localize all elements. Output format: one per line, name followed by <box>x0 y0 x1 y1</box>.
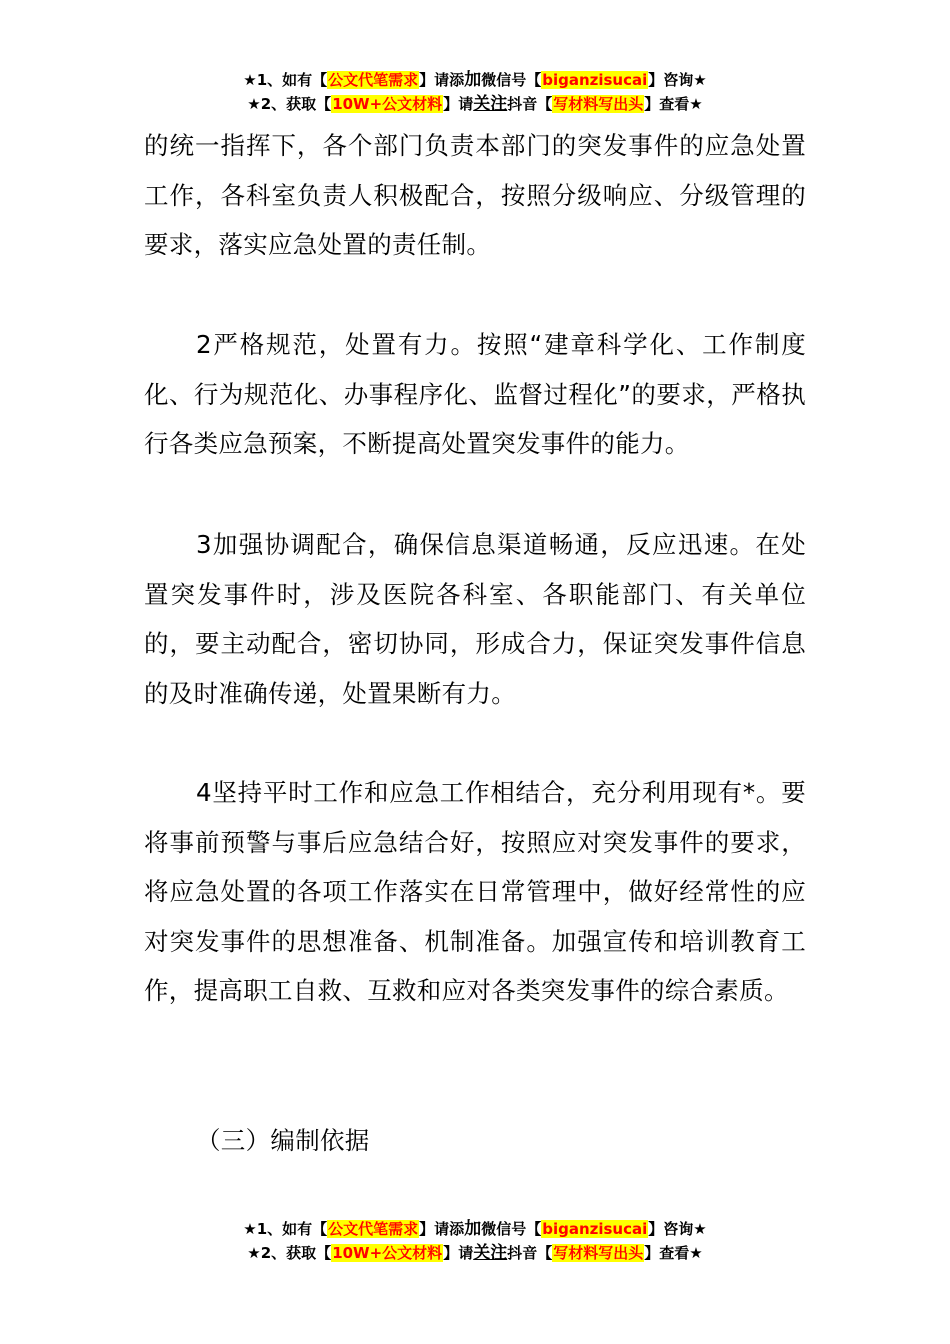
banner-line2-highlight-douyin: 写材料写出头 <box>553 1244 644 1262</box>
paragraph-text: 4坚持平时工作和应急工作相结合，充分利用现有*。要将事前预警与事后应急结合好，按照应对突发事件的要求，将应急处置的各项工作落实在日常管理中，做好经常性的应对突发事件的思想准备、机制准备。加强宣传和培训教育工作，提高职工自救、互救和应对各类突发事件的综合素质。 <box>144 778 806 1005</box>
banner-line1-middle-b: 微信号【 <box>481 71 542 89</box>
banner-line1-middle-b: 微信号【 <box>481 1220 542 1238</box>
header-banner <box>0 68 950 116</box>
section-heading <box>144 1116 806 1166</box>
banner-line1-highlight-wechat: biganzisucai <box>542 1220 648 1238</box>
banner-line1-middle-a: 】请添 <box>419 71 465 89</box>
paragraph-text: 3加强协调配合，确保信息渠道畅通，反应迅速。在处置突发事件时，涉及医院各科室、各职能部门、有关单位的，要主动配合，密切协同，形成合力，保证突发事件信息的及时准确传递，处置果断有力。 <box>144 530 806 708</box>
banner-line2-prefix: ★2、获取【 <box>247 95 332 113</box>
banner-line2-prefix: ★2、获取【 <box>247 1244 332 1262</box>
banner-line2-emphasis: 关注 <box>473 1243 508 1263</box>
banner-line1-prefix: ★1、如有【 <box>243 1220 328 1238</box>
banner-line2-highlight-douyin: 写材料写出头 <box>553 95 644 113</box>
banner-line2-middle-b: 抖音【 <box>507 1244 553 1262</box>
banner-line2-suffix: 】查看★ <box>644 95 703 113</box>
section-heading-text: （三）编制依据 <box>196 1126 370 1155</box>
paragraph-text: 2严格规范，处置有力。按照“建章科学化、工作制度化、行为规范化、办事程序化、监督过程化”的要求，严格执行各类应急预案，不断提高处置突发事件的能力。 <box>144 330 806 458</box>
banner-line-2 <box>0 92 950 116</box>
banner-line2-emphasis: 关注 <box>473 94 508 114</box>
paragraph-continuation <box>144 121 806 270</box>
banner-line2-middle-a: 】请 <box>443 95 474 113</box>
banner-line2-suffix: 】查看★ <box>644 1244 703 1262</box>
banner-line1-highlight-wechat: biganzisucai <box>542 71 648 89</box>
paragraph-item-4 <box>144 768 806 1016</box>
banner-line2-highlight-materials: 10W+公文材料 <box>332 1244 443 1262</box>
paragraph-item-3 <box>144 520 806 718</box>
paragraph-item-2 <box>144 320 806 469</box>
banner-line2-highlight-materials: 10W+公文材料 <box>332 95 443 113</box>
banner-line1-highlight-service: 公文代笔需求 <box>328 71 419 89</box>
banner-line1-prefix: ★1、如有【 <box>243 71 328 89</box>
banner-line1-emphasis: 加 <box>464 70 482 90</box>
banner-line-1 <box>0 1217 950 1241</box>
banner-line-2 <box>0 1241 950 1265</box>
banner-line1-emphasis: 加 <box>464 1219 482 1239</box>
banner-line2-middle-b: 抖音【 <box>507 95 553 113</box>
banner-line1-suffix: 】咨询★ <box>648 1220 707 1238</box>
banner-line1-highlight-service: 公文代笔需求 <box>328 1220 419 1238</box>
banner-line1-middle-a: 】请添 <box>419 1220 465 1238</box>
banner-line-1 <box>0 68 950 92</box>
banner-line2-middle-a: 】请 <box>443 1244 474 1262</box>
footer-banner <box>0 1217 950 1265</box>
banner-line1-suffix: 】咨询★ <box>648 71 707 89</box>
paragraph-text: 的统一指挥下，各个部门负责本部门的突发事件的应急处置工作，各科室负责人积极配合，按照分级响应、分级管理的要求，落实应急处置的责任制。 <box>144 131 806 259</box>
